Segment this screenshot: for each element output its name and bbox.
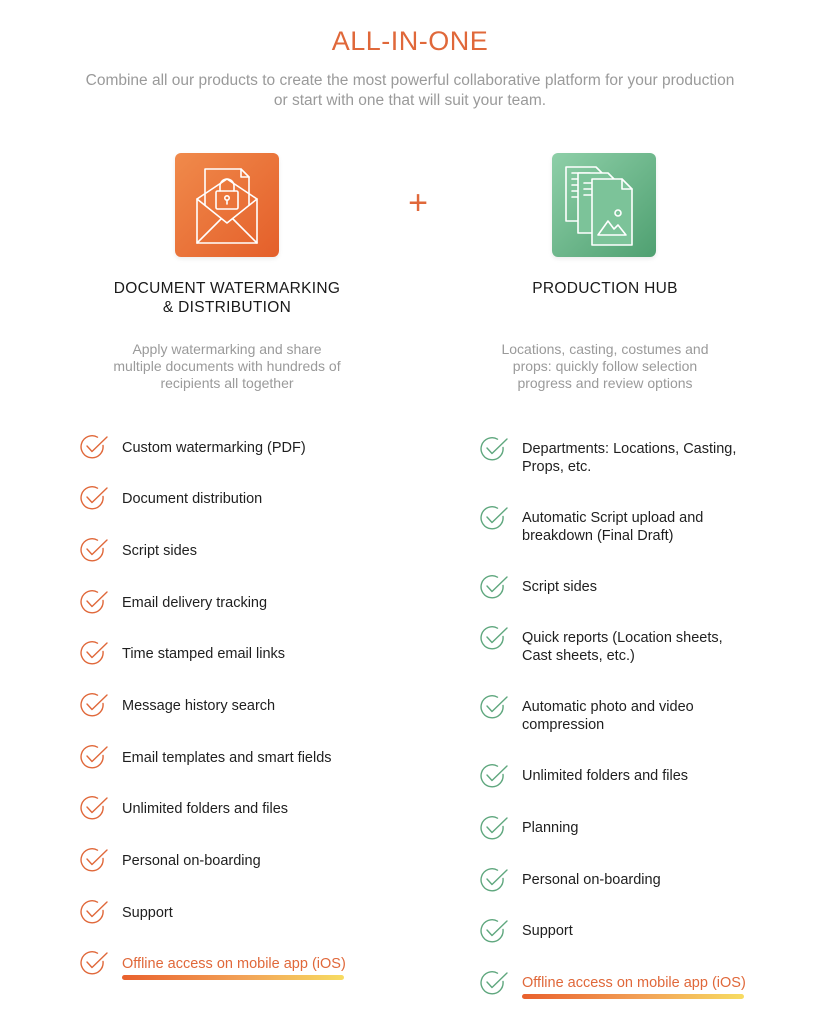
feature-label: Script sides: [522, 579, 597, 595]
check-circle-icon: [80, 899, 110, 925]
feature-label: Planning: [522, 820, 579, 836]
check-circle-icon: [480, 694, 510, 720]
check-circle-icon: [480, 505, 510, 531]
feature-label: Support: [522, 923, 573, 939]
right-product-name-line-1: PRODUCTION HUB: [532, 280, 678, 297]
feature-label: Email templates and smart fields: [122, 750, 332, 766]
left-product-name: [77, 279, 377, 317]
feature-label: Personal on-boarding: [122, 853, 261, 869]
right-product-description: [465, 341, 745, 392]
check-circle-icon: [80, 485, 110, 511]
feature-label-line-2: compression: [522, 716, 605, 733]
feature-label-line-2: Cast sheets, etc.): [522, 647, 635, 664]
feature-label: Offline access on mobile app (iOS): [122, 956, 346, 972]
left-desc-line-3: recipients all together: [160, 375, 294, 391]
gradient-underline: [522, 994, 744, 999]
check-circle-icon: [80, 795, 110, 821]
left-desc-line-2: multiple documents with hundreds of: [113, 358, 341, 374]
feature-label: Unlimited folders and files: [522, 768, 689, 784]
check-circle-icon: [480, 815, 510, 841]
feature-label: [522, 699, 772, 734]
feature-label: [522, 441, 772, 476]
check-circle-icon: [80, 640, 110, 666]
check-circle-icon: [480, 867, 510, 893]
check-circle-icon: [80, 434, 110, 460]
feature-label-line-2: Props, etc.: [522, 458, 592, 475]
feature-label: Support: [122, 905, 173, 921]
documents-image-icon: [552, 153, 656, 257]
feature-label: Email delivery tracking: [122, 595, 268, 611]
feature-label: Unlimited folders and files: [122, 801, 289, 817]
check-circle-icon: [480, 970, 510, 996]
left-desc-line-1: Apply watermarking and share: [132, 341, 322, 357]
feature-label-line-2: breakdown (Final Draft): [522, 527, 674, 544]
check-circle-icon: [480, 918, 510, 944]
feature-label-line-1: Quick reports (Location sheets,: [522, 630, 723, 646]
check-circle-icon: [480, 625, 510, 651]
envelope-lock-icon: [175, 153, 279, 257]
feature-label: [522, 510, 772, 545]
feature-label: Script sides: [122, 543, 197, 559]
feature-label: Time stamped email links: [122, 646, 286, 662]
feature-label: [522, 630, 772, 665]
check-circle-icon: [480, 436, 510, 462]
feature-label: Offline access on mobile app (iOS): [522, 975, 746, 991]
feature-label: Message history search: [122, 698, 276, 714]
page-subtitle: [60, 71, 760, 111]
check-circle-icon: [80, 537, 110, 563]
feature-label-line-1: Automatic Script upload and: [522, 510, 704, 526]
subtitle-line-1: Combine all our products to create the most powerful collaborative platform for your production: [85, 72, 735, 89]
check-circle-icon: [80, 589, 110, 615]
right-desc-line-1: Locations, casting, costumes and: [501, 341, 709, 357]
feature-label: Custom watermarking (PDF): [122, 440, 306, 456]
check-circle-icon: [80, 847, 110, 873]
right-desc-line-2: props: quickly follow selection: [512, 358, 698, 374]
check-circle-icon: [80, 744, 110, 770]
right-desc-line-3: progress and review options: [517, 375, 693, 391]
page-title: ALL-IN-ONE: [331, 26, 489, 56]
subtitle-line-2: or start with one that will suit your team.: [273, 92, 547, 109]
check-circle-icon: [480, 763, 510, 789]
right-product-name: [455, 279, 755, 298]
feature-label-line-1: Departments: Locations, Casting,: [522, 441, 737, 457]
feature-label-line-1: Automatic photo and video: [522, 699, 694, 715]
left-product-description: [87, 341, 367, 392]
feature-label: Document distribution: [122, 491, 263, 507]
left-product-name-line-2: & DISTRIBUTION: [162, 299, 292, 316]
check-circle-icon: [80, 692, 110, 718]
check-circle-icon: [80, 950, 110, 976]
gradient-underline: [122, 975, 344, 980]
check-circle-icon: [480, 574, 510, 600]
plus-sign: +: [408, 184, 428, 222]
left-product-name-line-1: DOCUMENT WATERMARKING: [113, 280, 341, 297]
feature-label: Personal on-boarding: [522, 872, 661, 888]
